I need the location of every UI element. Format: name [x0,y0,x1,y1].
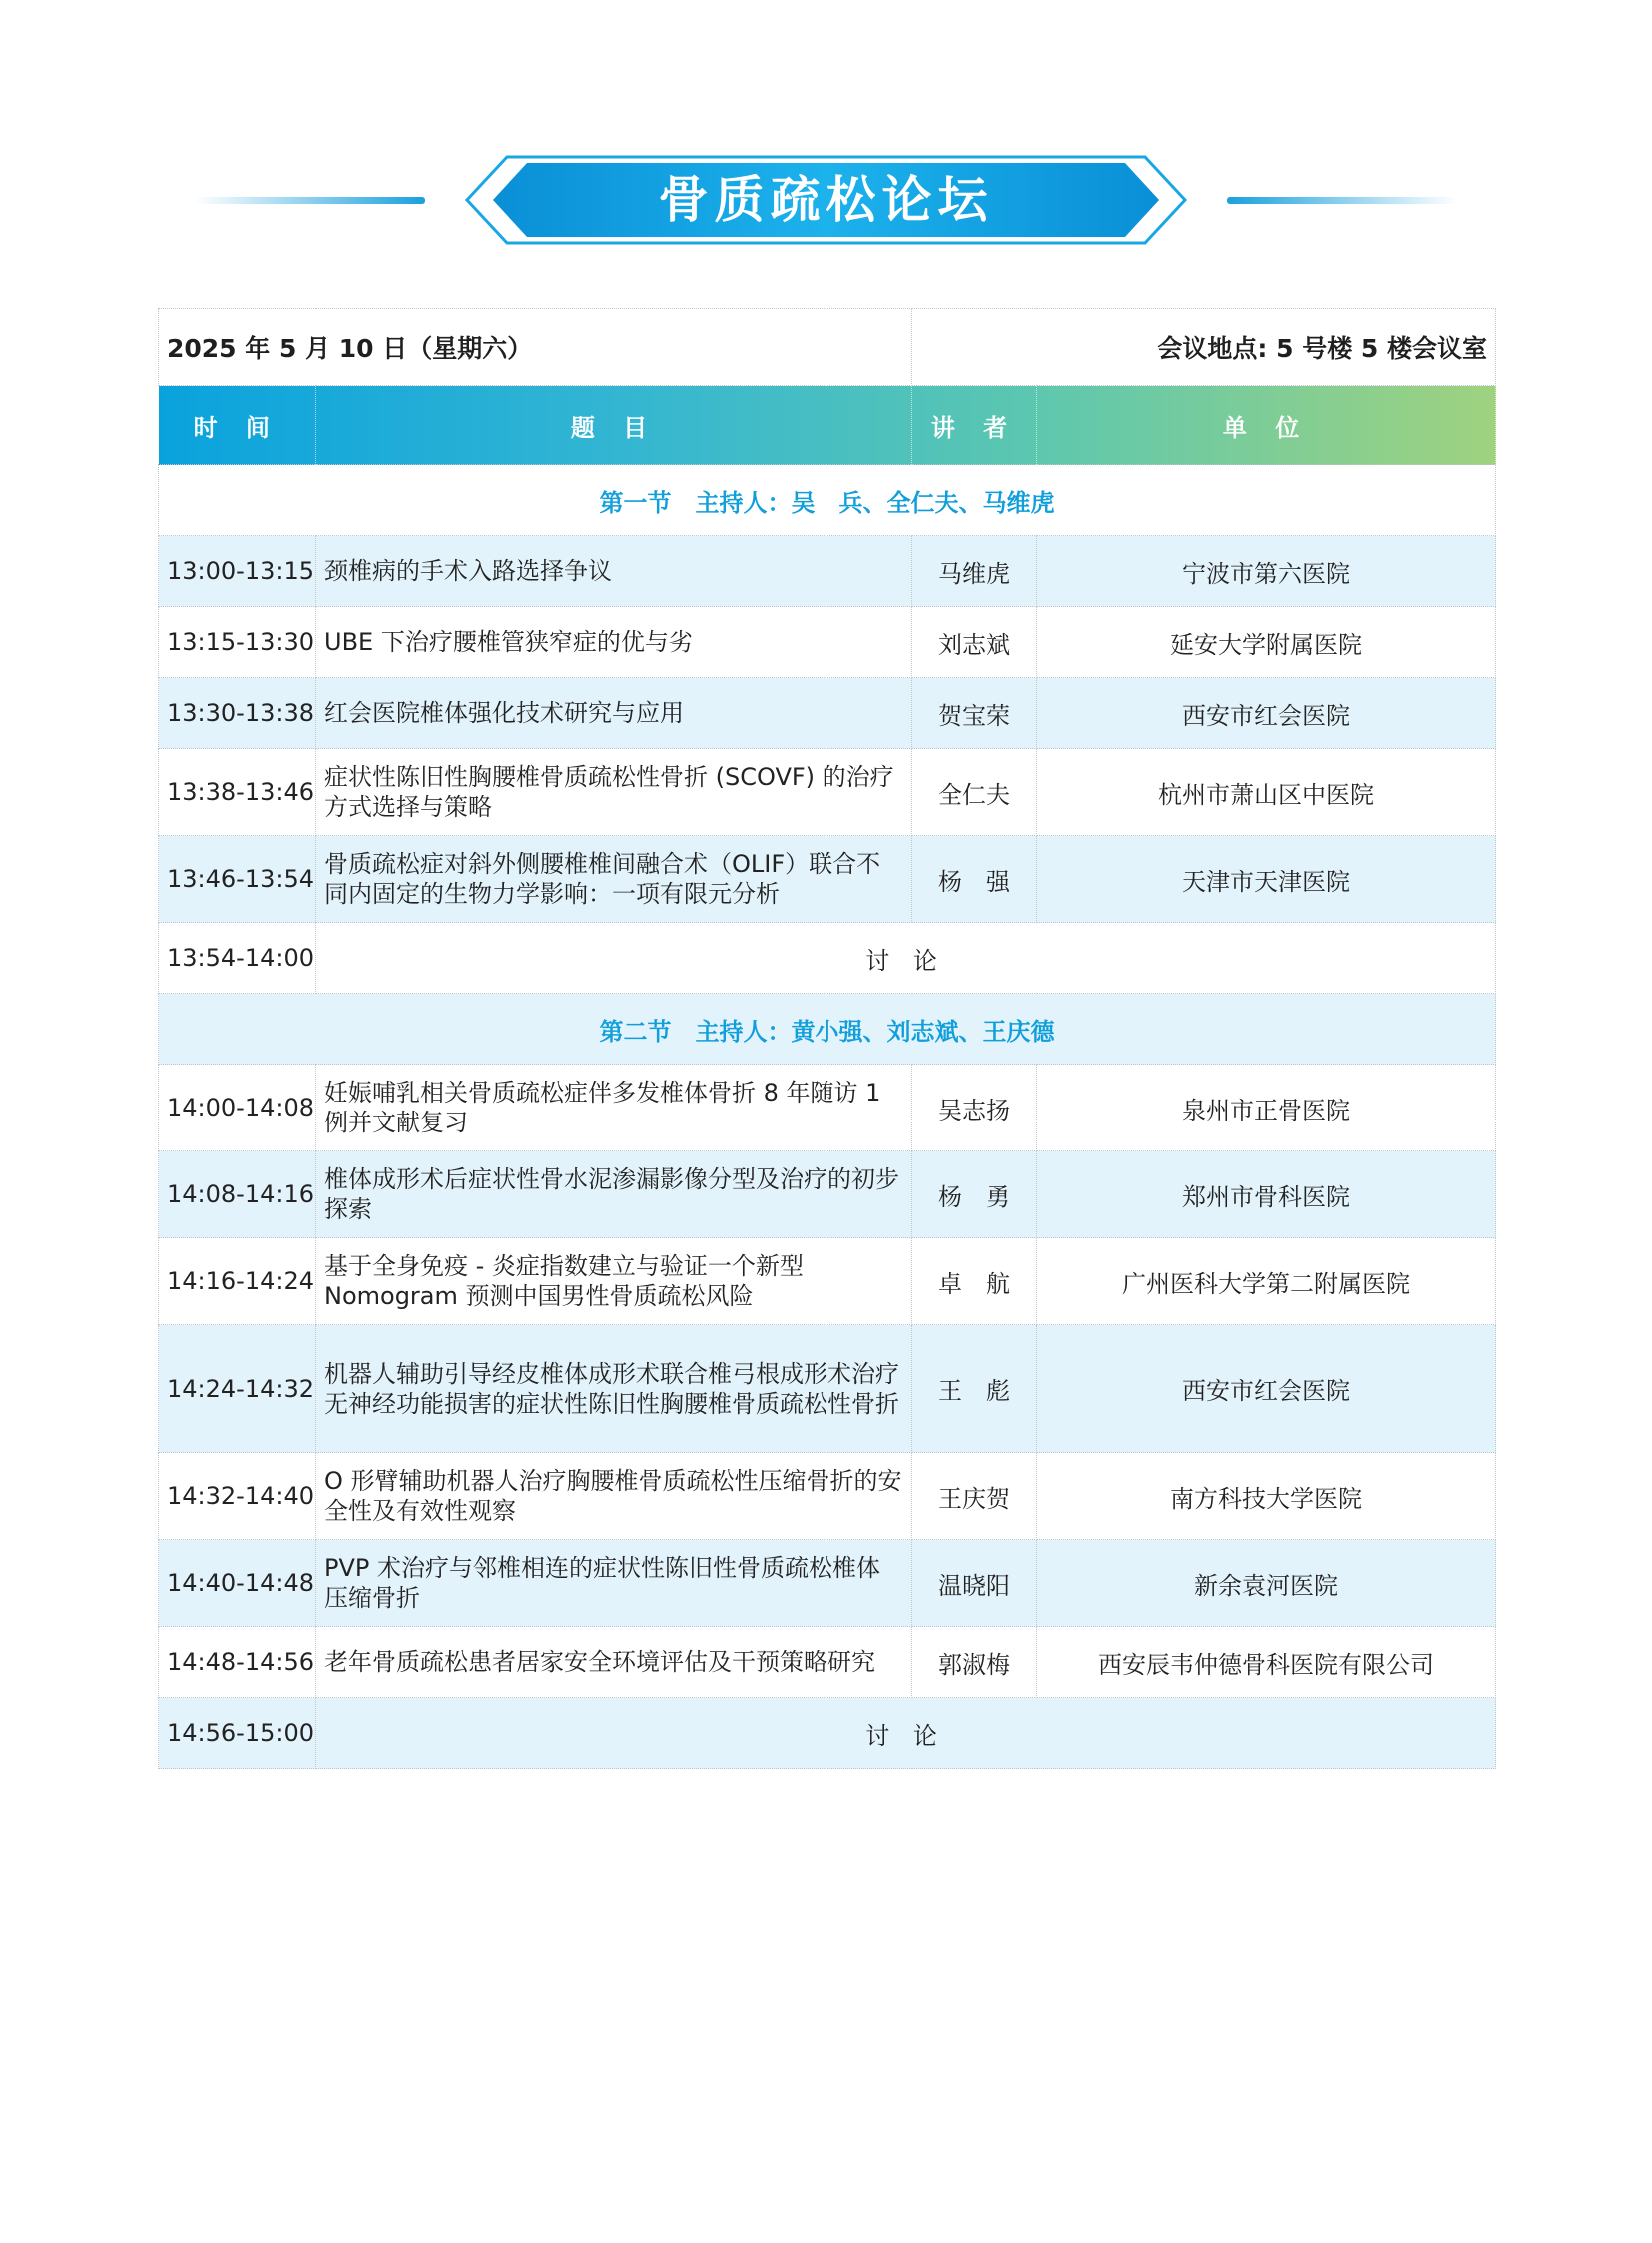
session-speaker: 吴志扬 [912,1065,1037,1151]
table-row [159,1065,1496,1151]
discussion-time: 14:56-15:00 [159,1698,316,1769]
discussion-label: 讨 论 [316,1698,1496,1769]
session-organization: 西安市红会医院 [1037,1325,1496,1453]
session-topic: O 形臂辅助机器人治疗胸腰椎骨质疏松性压缩骨折的安全性及有效性观察 [316,1453,912,1540]
session-topic: 症状性陈旧性胸腰椎骨质疏松性骨折 (SCOVF) 的治疗方式选择与策略 [316,749,912,836]
session-speaker: 卓 航 [912,1238,1037,1325]
session-organization: 西安辰韦仲德骨科医院有限公司 [1037,1627,1496,1698]
forum-title: 骨质疏松论坛 [658,171,994,229]
session-speaker: 王庆贺 [912,1453,1037,1540]
session-speaker: 马维虎 [912,536,1037,607]
session-speaker: 全仁夫 [912,749,1037,836]
session-speaker: 杨 勇 [912,1151,1037,1238]
header-time: 时 间 [159,386,316,465]
session-time: 14:24-14:32 [159,1325,316,1453]
session-speaker: 温晓阳 [912,1540,1037,1627]
table-row [159,678,1496,749]
session-speaker: 王 彪 [912,1325,1037,1453]
session-topic: 基于全身免疫 - 炎症指数建立与验证一个新型 Nomogram 预测中国男性骨质疏松风险 [316,1238,912,1325]
section-2-header [159,994,1496,1065]
session-organization: 西安市红会医院 [1037,678,1496,749]
session-topic: UBE 下治疗腰椎管狭窄症的优与劣 [316,607,912,678]
session-organization: 延安大学附属医院 [1037,607,1496,678]
table-row [159,836,1496,923]
header-topic: 题 目 [316,386,912,465]
session-organization: 天津市天津医院 [1037,836,1496,923]
session-time: 14:48-14:56 [159,1627,316,1698]
session-topic: 红会医院椎体强化技术研究与应用 [316,678,912,749]
session-topic: 老年骨质疏松患者居家安全环境评估及干预策略研究 [316,1627,912,1698]
session-time: 13:30-13:38 [159,678,316,749]
section-title: 第一节 主持人：吴 兵、全仁夫、马维虎 [159,465,1496,536]
table-row [159,1627,1496,1698]
header-speaker: 讲 者 [912,386,1037,465]
session-time: 14:32-14:40 [159,1453,316,1540]
session-time: 14:08-14:16 [159,1151,316,1238]
section-1-header [159,465,1496,536]
session-topic: 颈椎病的手术入路选择争议 [316,536,912,607]
session-organization: 广州医科大学第二附属医院 [1037,1238,1496,1325]
table-row [159,1238,1496,1325]
session-speaker: 刘志斌 [912,607,1037,678]
session-time: 14:40-14:48 [159,1540,316,1627]
discussion-time: 13:54-14:00 [159,923,316,994]
session-time: 13:38-13:46 [159,749,316,836]
banner-line-left [195,197,425,204]
session-organization: 杭州市萧山区中医院 [1037,749,1496,836]
session-organization: 郑州市骨科医院 [1037,1151,1496,1238]
session-topic: 机器人辅助引导经皮椎体成形术联合椎弓根成形术治疗无神经功能损害的症状性陈旧性胸腰椎骨质疏松性骨折 [316,1325,912,1453]
schedule-table [158,308,1496,1769]
session-topic: 椎体成形术后症状性骨水泥渗漏影像分型及治疗的初步探索 [316,1151,912,1238]
table-row [159,607,1496,678]
session-organization: 宁波市第六医院 [1037,536,1496,607]
session-organization: 南方科技大学医院 [1037,1453,1496,1540]
discussion-row [159,923,1496,994]
banner-line-right [1227,197,1457,204]
table-row [159,1325,1496,1453]
header-organization: 单 位 [1037,386,1496,465]
session-speaker: 贺宝荣 [912,678,1037,749]
table-row [159,749,1496,836]
session-topic: 妊娠哺乳相关骨质疏松症伴多发椎体骨折 8 年随访 1 例并文献复习 [316,1065,912,1151]
session-time: 13:46-13:54 [159,836,316,923]
forum-banner [0,155,1652,245]
session-topic: PVP 术治疗与邻椎相连的症状性陈旧性骨质疏松椎体压缩骨折 [316,1540,912,1627]
session-organization: 新余袁河医院 [1037,1540,1496,1627]
table-row [159,1540,1496,1627]
session-time: 14:16-14:24 [159,1238,316,1325]
session-time: 14:00-14:08 [159,1065,316,1151]
meeting-date: 2025 年 5 月 10 日（星期六） [159,309,912,386]
info-row [159,309,1496,386]
session-topic: 骨质疏松症对斜外侧腰椎椎间融合术（OLIF）联合不同内固定的生物力学影响：一项有限元分析 [316,836,912,923]
table-row [159,1151,1496,1238]
meeting-venue: 会议地点: 5 号楼 5 楼会议室 [912,309,1496,386]
session-time: 13:15-13:30 [159,607,316,678]
session-time: 13:00-13:15 [159,536,316,607]
session-organization: 泉州市正骨医院 [1037,1065,1496,1151]
table-row [159,536,1496,607]
session-speaker: 杨 强 [912,836,1037,923]
section-title: 第二节 主持人：黄小强、刘志斌、王庆德 [159,994,1496,1065]
table-row [159,1453,1496,1540]
table-header [159,386,1496,465]
session-speaker: 郭淑梅 [912,1627,1037,1698]
discussion-row [159,1698,1496,1769]
discussion-label: 讨 论 [316,923,1496,994]
